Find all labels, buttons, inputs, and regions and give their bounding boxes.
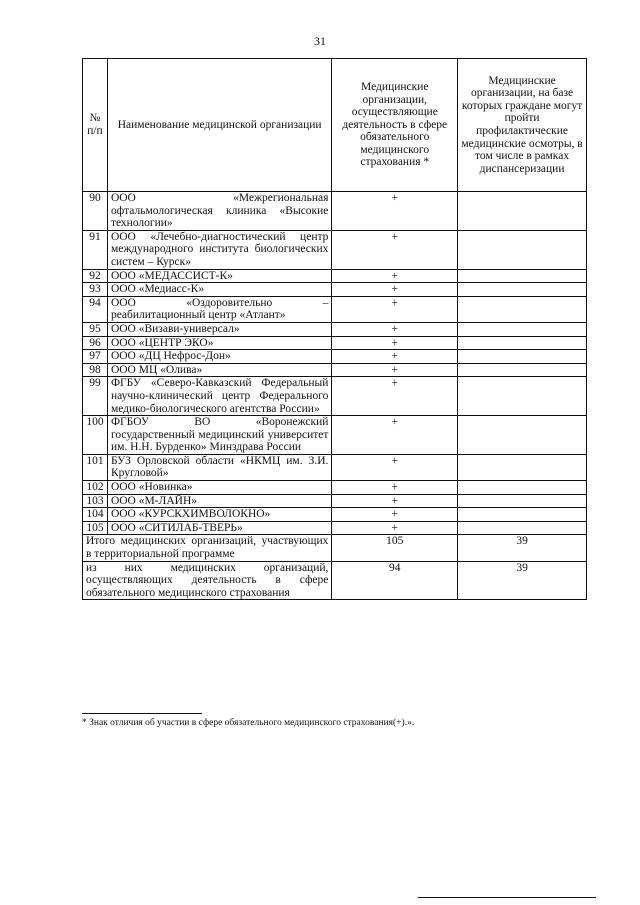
summary-row-total: [83, 535, 587, 561]
row-name: ООО «ЦЕНТР ЭКО»: [107, 336, 331, 350]
summary-total-prof: 39: [458, 535, 587, 561]
row-oms-mark: +: [332, 416, 458, 455]
table-row: [83, 508, 587, 522]
row-num: 90: [83, 192, 108, 231]
table-header-row: [83, 59, 587, 192]
row-name: ООО «Визави-универсал»: [107, 322, 331, 336]
row-num: 97: [83, 350, 108, 364]
table-row: [83, 363, 587, 377]
summary-oms-prof: 39: [458, 561, 587, 600]
row-oms-mark: +: [332, 494, 458, 508]
row-name: ООО МЦ «Олива»: [107, 363, 331, 377]
table-row: [83, 230, 587, 269]
row-oms-mark: +: [332, 283, 458, 297]
row-num: 105: [83, 521, 108, 535]
table-row: [83, 481, 587, 495]
table-row: [83, 377, 587, 416]
table-row: [83, 322, 587, 336]
row-prof-mark: [458, 481, 587, 495]
row-num: 96: [83, 336, 108, 350]
summary-row-oms: [83, 561, 587, 600]
table-row: [83, 283, 587, 297]
summary-oms-oms: 94: [332, 561, 458, 600]
table-row: [83, 350, 587, 364]
row-num: 103: [83, 494, 108, 508]
row-prof-mark: [458, 377, 587, 416]
row-prof-mark: [458, 350, 587, 364]
row-prof-mark: [458, 283, 587, 297]
row-oms-mark: +: [332, 508, 458, 522]
row-prof-mark: [458, 454, 587, 480]
row-num: 98: [83, 363, 108, 377]
row-oms-mark: +: [332, 363, 458, 377]
row-name: ООО «Лечебно-диагностический центр международного института биологических систем – Курск»: [107, 230, 331, 269]
row-name: БУЗ Орловской области «НКМЦ им. З.И. Кругловой»: [107, 454, 331, 480]
header-num: № п/п: [83, 59, 108, 192]
row-prof-mark: [458, 336, 587, 350]
row-prof-mark: [458, 322, 587, 336]
row-oms-mark: +: [332, 230, 458, 269]
row-oms-mark: +: [332, 377, 458, 416]
row-oms-mark: +: [332, 269, 458, 283]
row-prof-mark: [458, 296, 587, 322]
row-oms-mark: +: [332, 350, 458, 364]
row-prof-mark: [458, 363, 587, 377]
table-row: [83, 269, 587, 283]
row-num: 104: [83, 508, 108, 522]
bottom-divider: [418, 897, 596, 898]
row-oms-mark: +: [332, 481, 458, 495]
row-name: ФГБОУ ВО «Воронежский государственный медицинский университет им. Н.Н. Бурденко» Минздрава России: [107, 416, 331, 455]
row-name: ООО «Медиасс-К»: [107, 283, 331, 297]
row-num: 101: [83, 454, 108, 480]
row-name: ООО «М-ЛАЙН»: [107, 494, 331, 508]
row-num: 95: [83, 322, 108, 336]
row-name: ООО «КУРСКХИМВОЛОКНО»: [107, 508, 331, 522]
summary-total-oms: 105: [332, 535, 458, 561]
page-number: 31: [314, 34, 326, 48]
row-oms-mark: +: [332, 336, 458, 350]
header-name: Наименование медицинской организации: [107, 59, 331, 192]
row-name: ООО «МЕДАССИСТ-К»: [107, 269, 331, 283]
row-name: ООО «Межрегиональная офтальмологическая клиника «Высокие технологии»: [107, 192, 331, 231]
header-prof: Медицинские организации, на базе которых граждане могут пройти профилактические медицинские осмотры, в том числе в рамках диспансеризации: [458, 59, 587, 192]
table-row: [83, 416, 587, 455]
row-num: 102: [83, 481, 108, 495]
summary-oms-label: из них медицинских организаций, осуществляющих деятельность в сфере обязательного медицинского страхования: [83, 561, 332, 600]
row-prof-mark: [458, 230, 587, 269]
row-oms-mark: +: [332, 192, 458, 231]
row-prof-mark: [458, 508, 587, 522]
table-row: [83, 296, 587, 322]
row-name: ООО «Новинка»: [107, 481, 331, 495]
row-name: ООО «ДЦ Нефрос-Дон»: [107, 350, 331, 364]
row-prof-mark: [458, 269, 587, 283]
row-num: 94: [83, 296, 108, 322]
row-oms-mark: +: [332, 296, 458, 322]
row-prof-mark: [458, 521, 587, 535]
row-oms-mark: +: [332, 521, 458, 535]
row-num: 100: [83, 416, 108, 455]
row-oms-mark: +: [332, 454, 458, 480]
header-oms: Медицинские организации, осуществляющие деятельность в сфере обязательного медицинского страхования *: [332, 59, 458, 192]
row-num: 91: [83, 230, 108, 269]
summary-total-label: Итого медицинских организаций, участвующих в территориальной программе: [83, 535, 332, 561]
table-row: [83, 336, 587, 350]
footnote-divider: [82, 713, 202, 714]
row-prof-mark: [458, 192, 587, 231]
row-name: ООО «Оздоровительно – реабилитационный центр «Атлант»: [107, 296, 331, 322]
footnote: * Знак отличия об участии в сфере обязательного медицинского страхования(+).».: [82, 718, 415, 728]
row-prof-mark: [458, 416, 587, 455]
table-row: [83, 192, 587, 231]
table-row: [83, 521, 587, 535]
medical-organizations-table: [82, 58, 587, 600]
table-row: [83, 454, 587, 480]
row-num: 92: [83, 269, 108, 283]
row-prof-mark: [458, 494, 587, 508]
row-num: 99: [83, 377, 108, 416]
row-name: ФГБУ «Северо-Кавказский Федеральный научно-клинический центр Федерального медико-биологического агентства России»: [107, 377, 331, 416]
row-num: 93: [83, 283, 108, 297]
row-name: ООО «СИТИЛАБ-ТВЕРЬ»: [107, 521, 331, 535]
table-row: [83, 494, 587, 508]
row-oms-mark: +: [332, 322, 458, 336]
